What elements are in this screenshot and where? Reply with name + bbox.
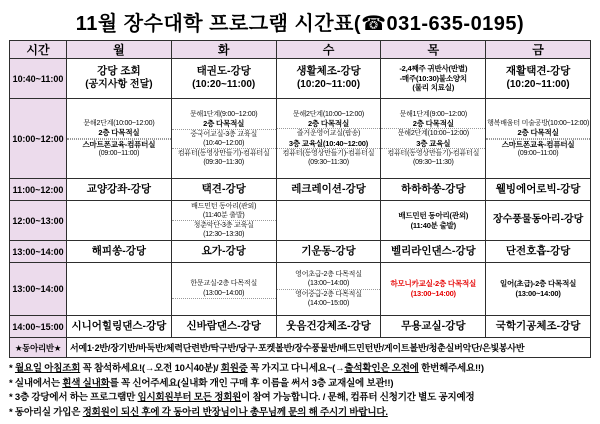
program-line: -매주(10:30)불소양치 <box>399 73 467 83</box>
program-name: 재활택견-강당 <box>505 65 571 78</box>
cell-tue-taekkyeon: 택견-강당 <box>171 179 276 201</box>
program-time: (12:30~13:30) <box>203 231 245 239</box>
note-text: * 3층 강당에서 하는 프로그램만 <box>9 392 138 404</box>
note-text: 이 참여 가능합니다. / 문해, 컴퓨터 신청기간 별도 공지예정 <box>241 392 475 404</box>
program-location: 2층 다목적실 <box>203 118 245 128</box>
program-location: 2층 다목적실 <box>307 118 350 128</box>
program-time: (09:00~11:00) <box>517 150 559 158</box>
cell-fri-danjeon: 단전호흡-강당 <box>486 241 591 263</box>
time-cell: 14:00~15:00 <box>10 316 67 338</box>
program-time: (13:00~14:00) <box>307 280 350 288</box>
header-time: 시간 <box>10 41 67 59</box>
row-1000-1200 <box>10 99 591 179</box>
program-line: 컴퓨터(동영상만들기)-컴퓨터실 <box>387 150 480 158</box>
program-line: 일어(초급)-2층 다목적실 <box>500 279 577 289</box>
program-line: 문해2단계(10:00~12:00) <box>83 119 155 127</box>
program-line: 배드민턴 동아리(관외) <box>191 202 257 210</box>
program-time: (11:40분 출발) <box>410 220 456 230</box>
header-thursday: 목 <box>381 41 486 59</box>
header-friday: 금 <box>486 41 591 59</box>
footer-notes <box>9 362 591 421</box>
header-tuesday: 화 <box>171 41 276 59</box>
sub-program <box>67 119 171 138</box>
program-line: 문해2단계(10:00~12:00) <box>292 110 365 118</box>
sub-program <box>277 289 381 308</box>
cell-fri-kookhak: 국학기공체조-강당 <box>486 316 591 338</box>
program-time: (09:30~11:30) <box>308 159 349 167</box>
cell-mon-happysong: 해피쏭-강당 <box>67 241 172 263</box>
time-cell: 10:00~12:00 <box>10 99 67 179</box>
program-line: 스마트폰교육-컴퓨터실 <box>501 139 575 149</box>
program-time: (10:20~11:00) <box>506 79 570 91</box>
program-location: 2층 다목적실 <box>98 127 140 137</box>
header-row <box>10 41 591 59</box>
program-line: 컴퓨터(동영상만들기)-컴퓨터실 <box>177 149 270 157</box>
empty-cell <box>67 263 172 316</box>
row-1100-1200 <box>10 179 591 201</box>
cell-fri-aerobics: 웰빙에어로빅-강당 <box>486 179 591 201</box>
cell-wed-english <box>276 263 381 316</box>
cell-mon-healingdance: 시니어힐링댄스-강당 <box>67 316 172 338</box>
program-time: (13:00~14:00) <box>515 289 561 298</box>
footer-note-3 <box>9 391 591 406</box>
program-line: 영어초급-2층 다목적실 <box>295 271 362 279</box>
sub-program <box>67 139 171 159</box>
time-cell: 13:00~14:00 <box>10 263 67 316</box>
cell-wed-laughter: 웃음건강체조-강당 <box>276 316 381 338</box>
program-line: 컴퓨터(동영상만들기)-컴퓨터실 <box>282 150 375 158</box>
sub-program <box>381 110 485 129</box>
note-text: 출석확인은 오전에 <box>344 363 419 374</box>
cell-wed-classes <box>276 99 381 179</box>
cell-thu-badminton <box>381 201 486 241</box>
note-text: 꼭 참석하세요!(→오전 10시40분)/ <box>80 363 221 374</box>
cell-tue-sinbaram: 신바람댄스-강당 <box>171 316 276 338</box>
sub-program <box>486 119 590 138</box>
note-text: 월요일 아침조회 <box>14 363 81 374</box>
cell-mon-assembly <box>67 59 172 99</box>
sub-program <box>277 128 381 148</box>
cell-thu-classes <box>381 99 486 179</box>
row-1300-1400-a <box>10 241 591 263</box>
cell-thu-dance: 무용교실-강당 <box>381 316 486 338</box>
cell-mon-classes <box>67 99 172 179</box>
cell-thu-linedance: 벨리라인댄스-강당 <box>381 241 486 263</box>
footer-note-1 <box>9 362 591 377</box>
program-line: 하모니카교실-2층 다목적실 <box>390 279 477 289</box>
cell-fri-japanese <box>486 263 591 316</box>
program-line: 스마트폰교육-컴퓨터실 <box>82 139 156 149</box>
time-cell: 11:00~12:00 <box>10 179 67 201</box>
row-1200-1300 <box>10 201 591 241</box>
program-time: (14:00~15:00) <box>307 299 350 307</box>
sub-program <box>381 128 485 148</box>
program-line: -2,4째주 귀반사(반별) <box>399 63 468 73</box>
program-time: (10:20~11:00) <box>296 79 361 91</box>
note-text: 를 꼭 신어주세요(실내화 개인 구매 후 이름을 써서 3층 교재실에 보관!!) <box>109 377 394 389</box>
footer-note-2 <box>9 377 591 392</box>
program-location: 2층 다목적실 <box>412 118 454 128</box>
sub-program <box>277 148 381 167</box>
program-name: 생활체조-강당 <box>296 65 361 78</box>
program-note: (공지사항 전달) <box>85 79 153 91</box>
row-1040-1100 <box>10 59 591 99</box>
cell-tue-badminton <box>171 201 276 241</box>
program-line: 영어중급-2층 다목적실 <box>295 290 362 298</box>
program-line: 청춘악단-3층 교육실 <box>193 222 254 229</box>
program-time: (09:30~11:30) <box>412 159 454 167</box>
schedule-table <box>9 40 591 358</box>
sub-program <box>172 220 276 239</box>
program-location: 2층 다목적실 <box>517 127 559 137</box>
cell-fri-classes <box>486 99 591 179</box>
cell-thu-notes <box>381 59 486 99</box>
club-label: ★동아리반★ <box>10 338 67 358</box>
note-text: * <box>9 363 15 374</box>
program-time: (13:00~14:00) <box>203 289 245 297</box>
cell-thu-harmonica <box>381 263 486 316</box>
empty-cell <box>67 201 172 241</box>
cell-mon-lecture: 교양강좌-강당 <box>67 179 172 201</box>
program-name: 태권도-강당 <box>196 65 251 78</box>
cell-fri-pungmul: 장수풍물동아리-강당 <box>486 201 591 241</box>
note-text: * 동아리실 가입은 <box>9 407 83 419</box>
program-line: 문해1단계(9:00~12:00) <box>399 110 467 118</box>
program-line: 행복배움터 미술공방(10:00~12:00) <box>487 119 590 127</box>
sub-program <box>277 270 381 288</box>
program-line: 문해1단계(9:00~12:00) <box>189 110 258 118</box>
time-cell: 10:40~11:00 <box>10 59 67 99</box>
club-row <box>10 338 591 358</box>
sub-program <box>172 202 276 220</box>
sub-program <box>172 279 276 297</box>
program-name: 강당 조회 <box>97 65 141 78</box>
cell-tue-classes <box>171 99 276 179</box>
program-location: 3층 교육실(10:40~12:00) <box>288 138 369 148</box>
program-line: 배드민턴 동아리(관외) <box>398 210 469 220</box>
sub-program <box>172 148 276 167</box>
cell-wed-gymnastics <box>276 59 381 99</box>
note-text: 한번해주세요!!) <box>418 363 484 374</box>
cell-tue-hanja <box>171 263 276 316</box>
note-text: 흰색 실내화 <box>62 377 110 389</box>
row-1400-1500 <box>10 316 591 338</box>
program-time: (10:40~12:00) <box>203 139 245 147</box>
cell-thu-hahahasong: 하하하쏭-강당 <box>381 179 486 201</box>
sub-program <box>486 139 590 159</box>
program-line: 문해2단계(10:00~12:00) <box>397 130 469 138</box>
program-line: 즐거운영어교실(팝송) <box>296 130 361 138</box>
header-monday: 월 <box>67 41 172 59</box>
cell-fri-taekkyeon <box>486 59 591 99</box>
program-time: (11:40분 출발) <box>202 211 245 219</box>
cell-tue-yoga: 요가-강당 <box>171 241 276 263</box>
time-cell: 12:00~13:00 <box>10 201 67 241</box>
cell-wed-recreation: 레크레이션-강당 <box>276 179 381 201</box>
program-location: 3층 교육실 <box>416 138 451 148</box>
program-line: (물리 치료실) <box>412 83 455 93</box>
empty-cell <box>276 201 381 241</box>
club-list: 서예1·2반/장기반/바둑반/체력단련반/탁구반/당구·포켓볼반/장수풍물반/배드민턴반/게이트볼반/청춘실버악단/은빛봉사반 <box>67 338 591 358</box>
sub-program <box>172 129 276 148</box>
cell-wed-kiexercise: 기운동-강당 <box>276 241 381 263</box>
sub-program <box>172 110 276 129</box>
program-time: (10:20~11:00) <box>192 79 256 91</box>
program-time: (13:00~14:00) <box>410 289 456 298</box>
program-line: 중국어교실-3층 교육실 <box>190 130 258 138</box>
note-text: 임시회원부터 모든 정회원 <box>137 392 242 404</box>
note-text: 꼭 가지고 다니세요~(→ <box>247 363 345 374</box>
footer-note-4 <box>9 406 591 421</box>
row-1300-1400-b <box>10 263 591 316</box>
header-wednesday: 수 <box>276 41 381 59</box>
sub-program-empty <box>172 298 276 299</box>
sub-program <box>381 148 485 167</box>
sub-program <box>277 110 381 129</box>
note-text: * 실내에서는 <box>9 377 63 389</box>
cell-tue-taekwondo <box>171 59 276 99</box>
note-text: 정회원이 되신 후에 각 동아리 반장님이나 총무님께 문의 해 주시기 바랍니다. <box>82 407 388 419</box>
program-line: 한문교실-2층 다목적실 <box>190 280 258 288</box>
page-title: 11월 장수대학 프로그램 시간표(☎031-635-0195) <box>75 13 525 35</box>
time-cell: 13:00~14:00 <box>10 241 67 263</box>
program-time: (09:00~11:00) <box>98 150 140 158</box>
program-time: (09:30~11:30) <box>203 159 245 167</box>
note-text: 회원증 <box>220 363 248 374</box>
